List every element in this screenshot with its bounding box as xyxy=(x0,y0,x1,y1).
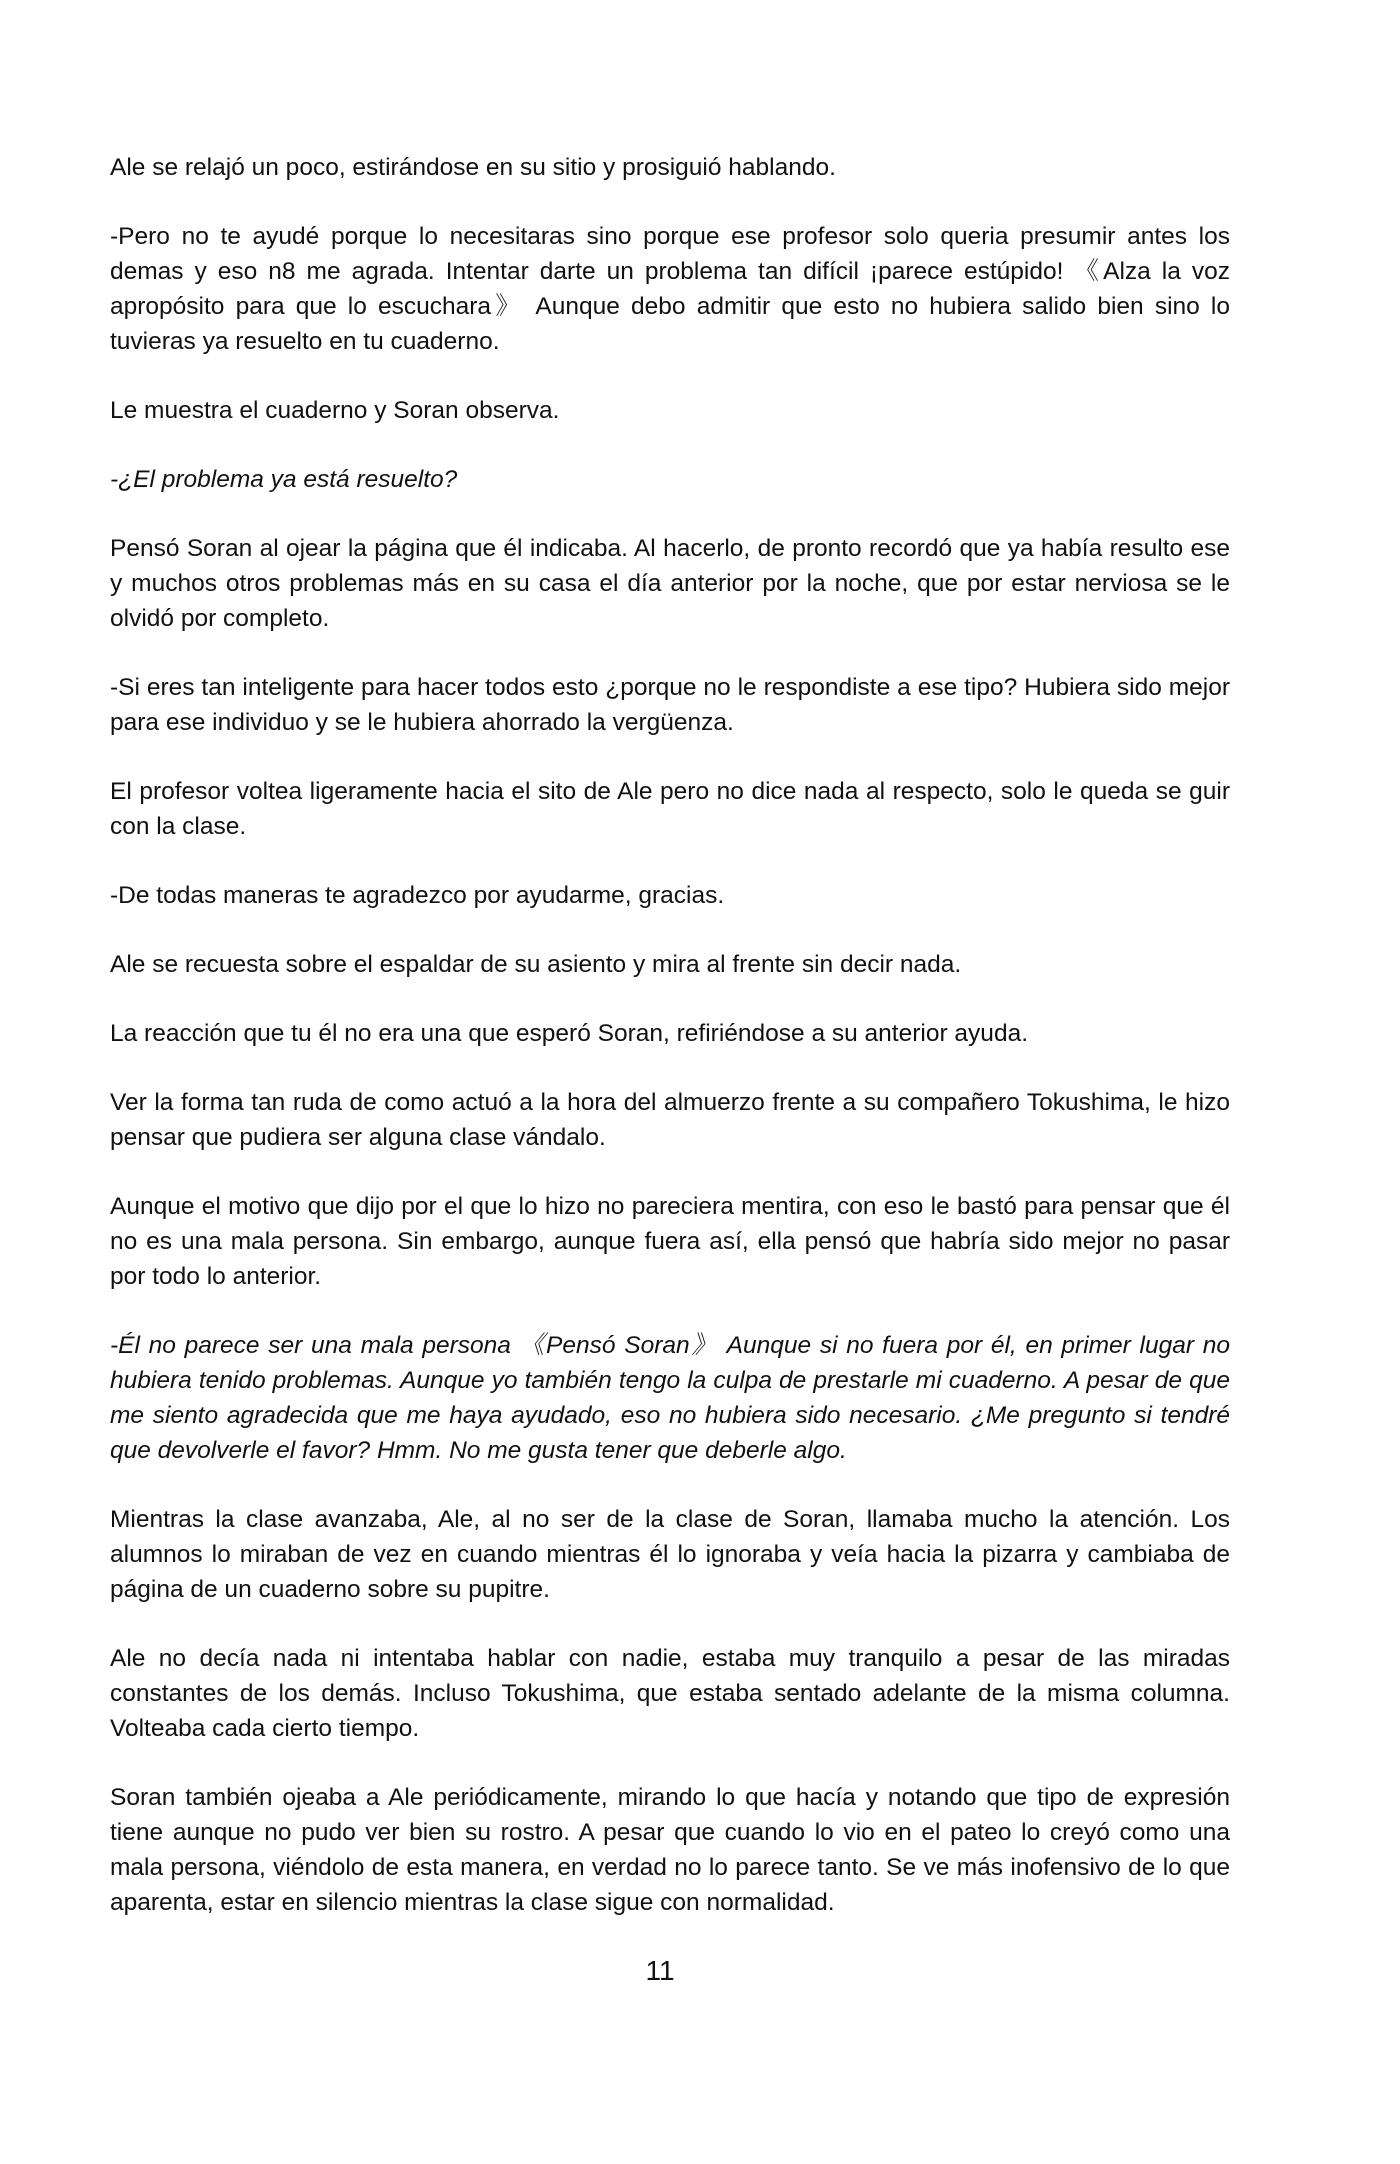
paragraph-15: Ale no decía nada ni intentaba hablar con nadie, estaba muy tranquilo a pesar de las miradas constantes de los demás. Incluso Tokushima, que estaba sentado adelante de la misma columna. Volteaba cada cierto tiempo. xyxy=(110,1645,1230,1742)
paragraph-7: El profesor voltea ligeramente hacia el sito de Ale pero no dice nada al respecto, solo le queda se guir con la clase. xyxy=(110,778,1230,840)
paragraph-2: -Pero no te ayudé porque lo necesitaras sino porque ese profesor solo queria presumir antes los demas y eso n8 me agrada. Intentar darte un problema tan difícil ¡parece estúpido! 《Alza la voz apropósito para que lo escuchara》 Aunque debo admitir que esto no hubiera salido bien sino lo tuvieras ya resuelto en tu cuaderno. xyxy=(110,223,1230,355)
paragraph-13: -Él no parece ser una mala persona 《Pensó Soran》 Aunque si no fuera por él, en primer lugar no hubiera tenido problemas. Aunque yo también tengo la culpa de prestarle mi cuaderno. A pesar de que me siento agradecida que me haya ayudado, eso no hubiera sido necesario. ¿Me pregunto si tendré que devolverle el favor? Hmm. No me gusta tener que deberle algo. xyxy=(110,1332,1230,1464)
paragraph-16: Soran también ojeaba a Ale periódicamente, mirando lo que hacía y notando que tipo de expresión tiene aunque no pudo ver bien su rostro. A pesar que cuando lo vio en el pateo lo creyó como una mala persona, viéndolo de esta manera, en verdad no lo parece tanto. Se ve más inofensivo de lo que aparenta, estar en silencio mientras la clase sigue con normalidad. xyxy=(110,1784,1230,1916)
paragraph-9: Ale se recuesta sobre el espaldar de su asiento y mira al frente sin decir nada. xyxy=(110,951,962,978)
paragraph-10: La reacción que tu él no era una que esperó Soran, refiriéndose a su anterior ayuda. xyxy=(110,1020,1028,1047)
paragraph-14: Mientras la clase avanzaba, Ale, al no ser de la clase de Soran, llamaba mucho la atención. Los alumnos lo miraban de vez en cuando mientras él lo ignoraba y veía hacia la pizarra y cambiaba de página de un cuaderno sobre su pupitre. xyxy=(110,1506,1230,1603)
paragraph-5: Pensó Soran al ojear la página que él indicaba. Al hacerlo, de pronto recordó que ya había resulto ese y muchos otros problemas más en su casa el día anterior por la noche, que por estar nerviosa se le olvidó por completo. xyxy=(110,535,1230,632)
paragraph-6: -Si eres tan inteligente para hacer todos esto ¿porque no le respondiste a ese tipo? Hubiera sido mejor para ese individuo y se le hubiera ahorrado la vergüenza. xyxy=(110,674,1230,736)
paragraph-1: Ale se relajó un poco, estirándose en su sitio y prosiguió hablando. xyxy=(110,154,836,181)
paragraph-3: Le muestra el cuaderno y Soran observa. xyxy=(110,397,560,424)
paragraph-11: Ver la forma tan ruda de como actuó a la hora del almuerzo frente a su compañero Tokushima, le hizo pensar que pudiera ser alguna clase vándalo. xyxy=(110,1089,1230,1151)
page-number: 11 xyxy=(645,1955,675,1986)
paragraph-8: -De todas maneras te agradezco por ayudarme, gracias. xyxy=(110,882,725,909)
paragraph-4: -¿El problema ya está resuelto? xyxy=(110,466,458,493)
body-text xyxy=(110,150,1230,1954)
paragraph-12: Aunque el motivo que dijo por el que lo hizo no pareciera mentira, con eso le bastó para pensar que él no es una mala persona. Sin embargo, aunque fuera así, ella pensó que habría sido mejor no pasar por todo lo anterior. xyxy=(110,1193,1230,1290)
